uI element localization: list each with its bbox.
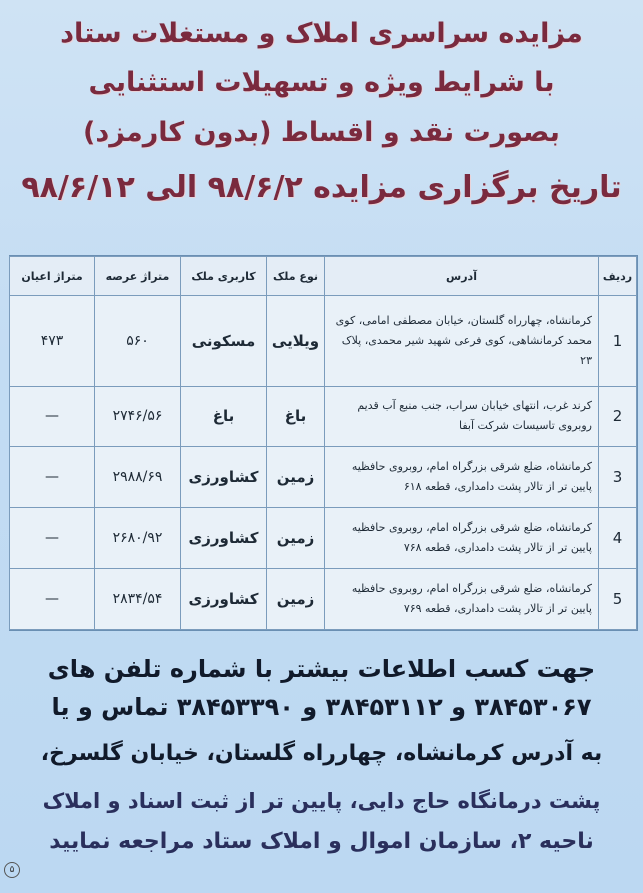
row-land-area: ۲۷۴۶/۵۶ <box>95 386 181 447</box>
row-type: زمین <box>267 508 325 569</box>
notice-subtitle-conditions: با شرایط ویژه و تسهیلات استثنایی <box>88 67 555 98</box>
col-header-type: نوع ملک <box>267 257 325 296</box>
row-use: کشاورزی <box>181 447 267 508</box>
row-use: کشاورزی <box>181 508 267 569</box>
contact-address-3: ناحیه ۲، سازمان اموال و املاک ستاد مراجعه نمایید <box>49 829 594 854</box>
col-header-land-area: متراژ عرصه <box>95 257 181 296</box>
row-building-area: — <box>10 386 95 447</box>
row-number: 1 <box>599 296 637 387</box>
row-address: کرمانشاه، ضلع شرقی بزرگراه امام، روبروی حافظیه پایین تر از تالار پشت دامداری، قطعه ۶۱۸ <box>325 447 599 508</box>
row-number: 4 <box>599 508 637 569</box>
table-row <box>10 447 637 508</box>
table-row <box>10 569 637 630</box>
row-number: 5 <box>599 569 637 630</box>
property-table <box>9 255 638 631</box>
row-address: کرمانشاه، ضلع شرقی بزرگراه امام، روبروی حافظیه پایین تر از تالار پشت دامداری، قطعه ۷۶۸ <box>325 508 599 569</box>
table-row <box>10 508 637 569</box>
page-number-badge: ۵ <box>4 862 20 878</box>
row-type: زمین <box>267 569 325 630</box>
contact-address-1: به آدرس کرمانشاه، چهارراه گلستان، خیابان گلسرخ، <box>40 741 603 766</box>
row-building-area: — <box>10 508 95 569</box>
row-number: 2 <box>599 386 637 447</box>
row-address: کرمانشاه، ضلع شرقی بزرگراه امام، روبروی حافظیه پایین تر از تالار پشت دامداری، قطعه ۷۶۹ <box>325 569 599 630</box>
col-header-building-area: متراژ اعیان <box>10 257 95 296</box>
notice-title: مزایده سراسری املاک و مستغلات ستاد <box>60 18 583 49</box>
row-land-area: ۲۹۸۸/۶۹ <box>95 447 181 508</box>
row-use: باغ <box>181 386 267 447</box>
row-use: کشاورزی <box>181 569 267 630</box>
contact-phones: ۳۸۴۵۳۰۶۷ و ۳۸۴۵۳۱۱۲ و ۳۸۴۵۳۳۹۰ تماس و یا <box>51 693 592 721</box>
row-building-area: — <box>10 569 95 630</box>
col-header-use: کاربری ملک <box>181 257 267 296</box>
row-number: 3 <box>599 447 637 508</box>
table-header-row <box>10 257 637 296</box>
table-row <box>10 296 637 387</box>
contact-address-2: پشت درمانگاه حاج دایی، پایین تر از ثبت اسناد و املاک <box>42 789 601 813</box>
table-row <box>10 386 637 447</box>
row-land-area: ۲۶۸۰/۹۲ <box>95 508 181 569</box>
row-type: باغ <box>267 386 325 447</box>
row-land-area: ۵۶۰ <box>95 296 181 387</box>
row-building-area: — <box>10 447 95 508</box>
col-header-row: ردیف <box>599 257 637 296</box>
row-type: ویلایی <box>267 296 325 387</box>
notice-subtitle-payment: بصورت نقد و اقساط (بدون کارمزد) <box>83 117 560 148</box>
col-header-address: آدرس <box>325 257 599 296</box>
row-use: مسکونی <box>181 296 267 387</box>
row-address: کرند غرب، انتهای خیابان سراب، جنب منبع آب قدیم روبروی تاسیسات شرکت آبفا <box>325 386 599 447</box>
contact-intro: جهت کسب اطلاعات بیشتر با شماره تلفن های <box>47 655 596 683</box>
row-building-area: ۴۷۳ <box>10 296 95 387</box>
row-type: زمین <box>267 447 325 508</box>
row-address: کرمانشاه، چهارراه گلستان، خیابان مصطفی امامی، کوی محمد کرمانشاهی، کوی فرعی شهید شیر محمدی، پلاک ۲۳ <box>325 296 599 387</box>
row-land-area: ۲۸۳۴/۵۴ <box>95 569 181 630</box>
auction-date: تاریخ برگزاری مزایده ۹۸/۶/۲ الی ۹۸/۶/۱۲ <box>21 170 622 205</box>
